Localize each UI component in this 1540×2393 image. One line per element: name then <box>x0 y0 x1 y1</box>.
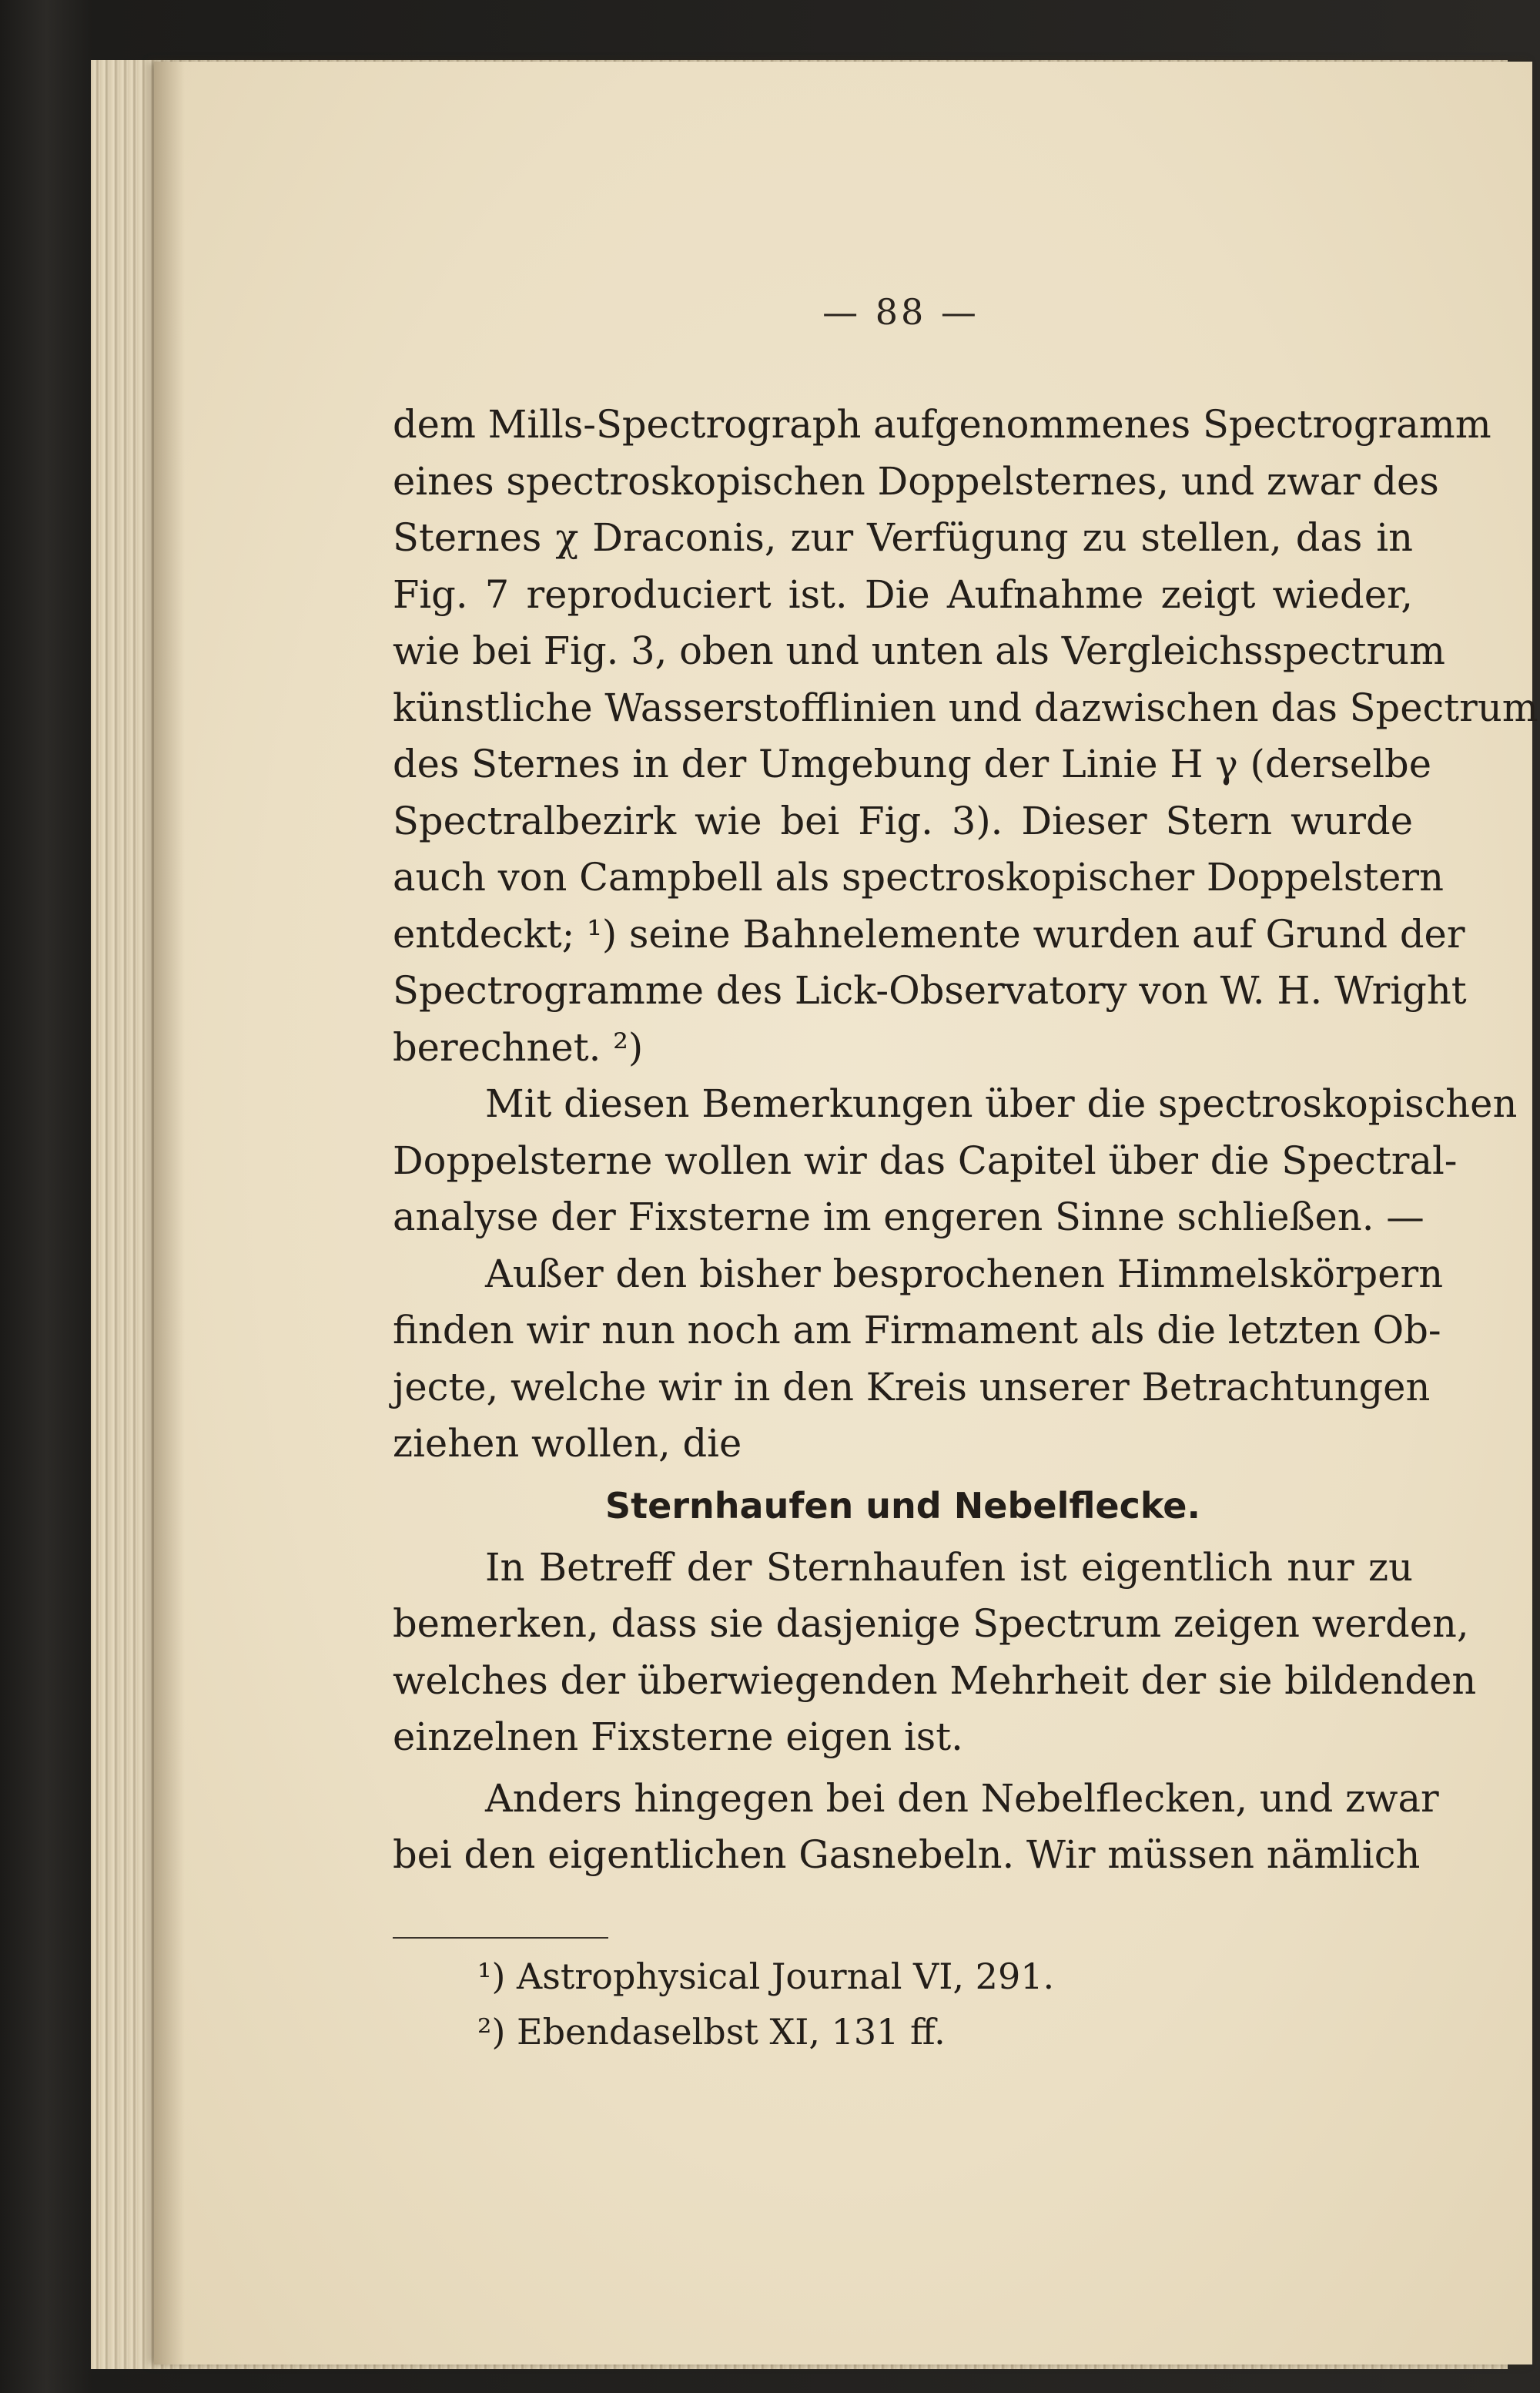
footnote-rule <box>393 1937 608 1939</box>
text-line: Fig. 7 reproduciert ist. Die Aufnahme zeigt wieder, <box>393 571 1413 617</box>
text-line: Doppelsterne wollen wir das Capitel über die Spectral- <box>393 1138 1458 1183</box>
text-line: In Betreff der Sternhaufen ist eigentlich nur zu <box>485 1544 1413 1590</box>
text-line: des Sternes in der Umgebung der Linie H γ (derselbe <box>393 742 1432 786</box>
text-line: Anders hingegen bei den Nebelflecken, und zwar <box>485 1775 1439 1821</box>
text-line: bemerken, dass sie dasjenige Spectrum zeigen werden, <box>393 1601 1469 1646</box>
text-line: dem Mills-Spectrograph aufgenommenes Spectrogramm <box>393 402 1491 447</box>
text-line: bei den eigentlichen Gasnebeln. Wir müssen nämlich <box>393 1832 1421 1877</box>
text-line: Mit diesen Bemerkungen über die spectroskopischen <box>485 1081 1518 1126</box>
text-line: analyse der Fixsterne im engeren Sinne schließen. — <box>393 1195 1424 1239</box>
text-line: wie bei Fig. 3, oben und unten als Vergleichsspectrum <box>393 628 1445 673</box>
section-heading: Sternhaufen und Nebelflecke. <box>605 1484 1200 1527</box>
text-line: auch von Campbell als spectroskopischer Doppelstern <box>393 855 1444 900</box>
text-line: welches der überwiegenden Mehrheit der sie bildenden <box>393 1657 1477 1703</box>
page-gutter-shadow <box>154 62 185 2365</box>
text-line: ziehen wollen, die <box>393 1421 742 1466</box>
text-line: einzelnen Fixsterne eigen ist. <box>393 1714 963 1759</box>
footnote: ¹) Astrophysical Journal VI, 291. <box>477 1956 1055 1997</box>
text-line: Außer den bisher besprochenen Himmelskörpern <box>485 1251 1444 1296</box>
text-line: finden wir nun noch am Firmament als die letzten Ob- <box>393 1308 1441 1352</box>
text-line: Spectrogramme des Lick-Observatory von W. H. Wright <box>393 968 1467 1013</box>
footnotes <box>477 1949 1247 2060</box>
text-line: Sternes χ Draconis, zur Verfügung zu stellen, das in <box>393 515 1413 560</box>
text-line: berechnet. ²) <box>393 1024 644 1070</box>
body-text <box>393 397 1538 1884</box>
text-line: eines spectroskopischen Doppelsternes, und zwar des <box>393 458 1439 504</box>
text-line: Spectralbezirk wie bei Fig. 3). Dieser Stern wurde <box>393 798 1413 843</box>
text-line: entdeckt; ¹) seine Bahnelemente wurden auf Grund der <box>393 911 1465 957</box>
text-line: künstliche Wasserstofflinien und dazwischen das Spectrum <box>393 685 1538 730</box>
text-line: jecte, welche wir in den Kreis unserer Betrachtungen <box>393 1364 1431 1409</box>
footnote: ²) Ebendaselbst XI, 131 ff. <box>477 2011 946 2053</box>
page-number: — 88 — <box>822 291 979 333</box>
